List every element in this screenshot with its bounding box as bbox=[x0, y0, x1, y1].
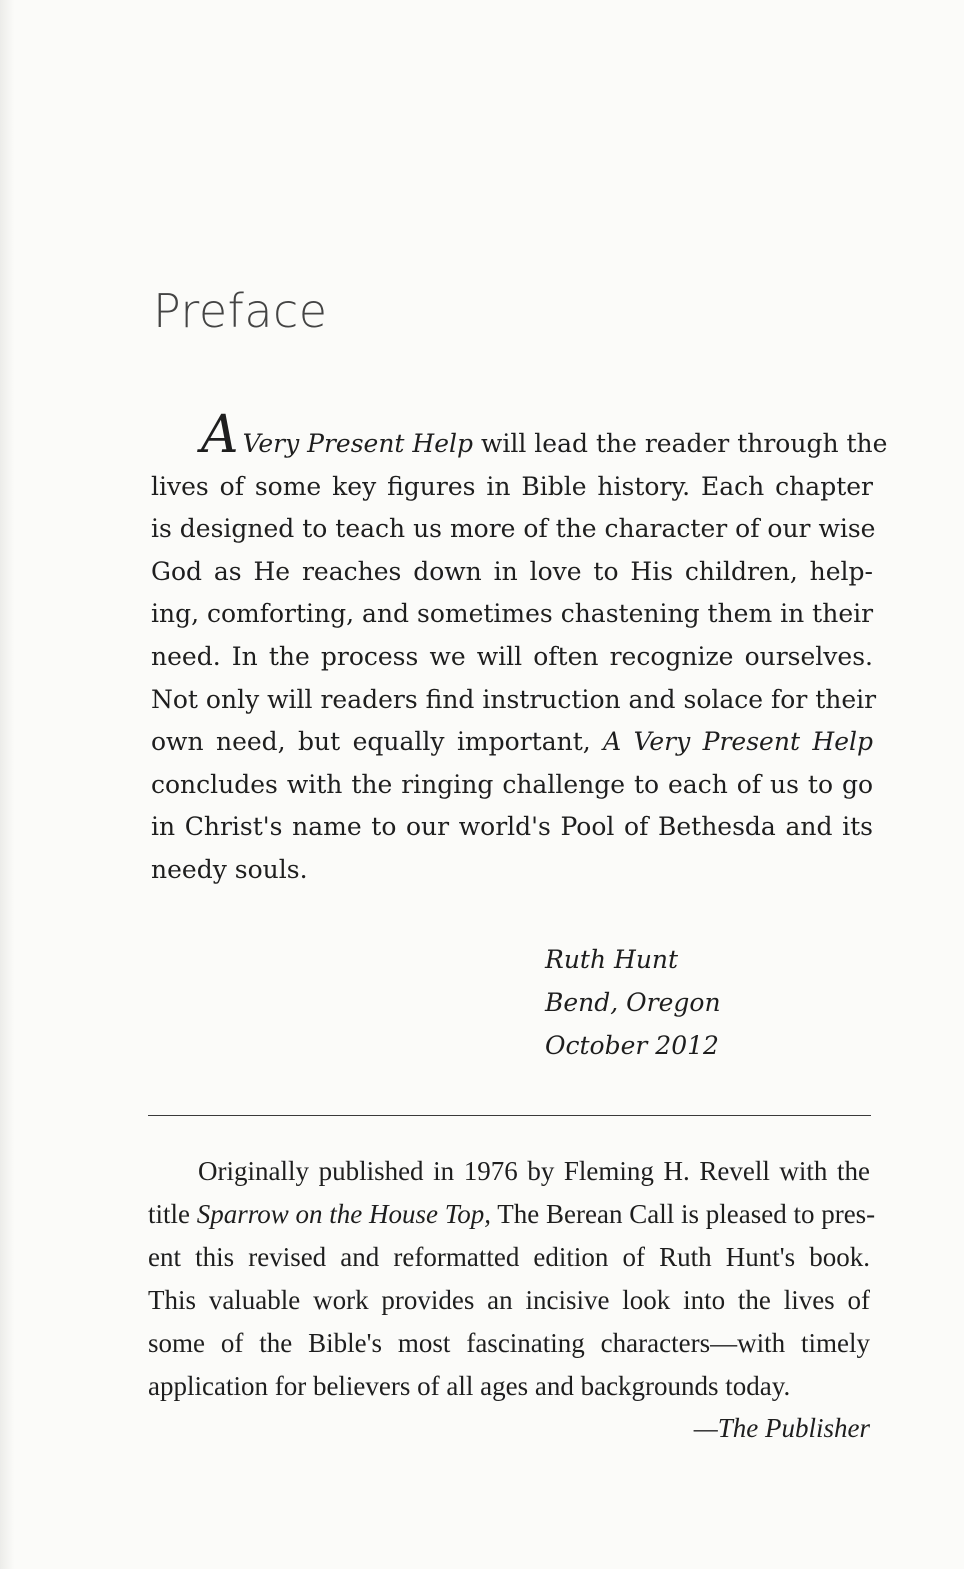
preface-line: is designed to teach us more of the character of our wise bbox=[151, 514, 876, 544]
preface-line: need. In the process we will often recognize ourselves. bbox=[151, 641, 873, 671]
original-title-italic: Sparrow on the House Top, bbox=[196, 1199, 492, 1229]
book-title-italic: Very Present Help bbox=[242, 429, 474, 458]
preface-line-text: will lead the reader through the bbox=[473, 429, 888, 458]
author-name: Ruth Hunt bbox=[545, 945, 679, 974]
preface-line: lives of some key figures in Bible history. Each chapter bbox=[151, 471, 873, 501]
publisher-note-text: The Berean Call is pleased to pres- bbox=[491, 1199, 876, 1229]
preface-line bbox=[151, 405, 888, 466]
signature-date: October 2012 bbox=[545, 1031, 719, 1060]
preface-line bbox=[151, 721, 873, 764]
page-gutter-shadow bbox=[0, 0, 14, 1569]
publisher-note-line: This valuable work provides an incisive look into the lives of bbox=[148, 1285, 870, 1315]
preface-line: God as He reaches down in love to His children, help- bbox=[151, 556, 873, 586]
preface-line: Not only will readers find instruction and solace for their bbox=[151, 684, 877, 714]
section-divider bbox=[148, 1115, 871, 1116]
author-signature bbox=[545, 938, 721, 1067]
publisher-note bbox=[148, 1150, 876, 1408]
publisher-note-text: title bbox=[148, 1199, 197, 1229]
publisher-note-line: Originally published in 1976 by Fleming H. Revell with the bbox=[198, 1156, 870, 1186]
preface-line-text: own need, but equally important, bbox=[151, 727, 604, 757]
preface-paragraph bbox=[151, 405, 888, 892]
preface-line: ing, comforting, and sometimes chastening them in their bbox=[151, 599, 874, 629]
publisher-note-line: application for believers of all ages and backgrounds today. bbox=[148, 1371, 791, 1401]
drop-cap: A bbox=[201, 405, 239, 465]
book-title-italic: A Very Present Help bbox=[603, 727, 874, 757]
preface-line: concludes with the ringing challenge to each of us to go bbox=[151, 769, 873, 799]
publisher-note-line: some of the Bible's most fascinating characters—with timely bbox=[148, 1328, 870, 1358]
page-title: Preface bbox=[153, 284, 328, 338]
publisher-credit: —The Publisher bbox=[693, 1413, 870, 1443]
preface-line: in Christ's name to our world's Pool of Bethesda and its bbox=[151, 812, 873, 842]
author-location: Bend, Oregon bbox=[545, 988, 721, 1017]
publisher-note-line bbox=[148, 1193, 876, 1236]
publisher-note-line: ent this revised and reformatted edition of Ruth Hunt's book. bbox=[148, 1242, 870, 1272]
preface-line: needy souls. bbox=[151, 854, 308, 884]
